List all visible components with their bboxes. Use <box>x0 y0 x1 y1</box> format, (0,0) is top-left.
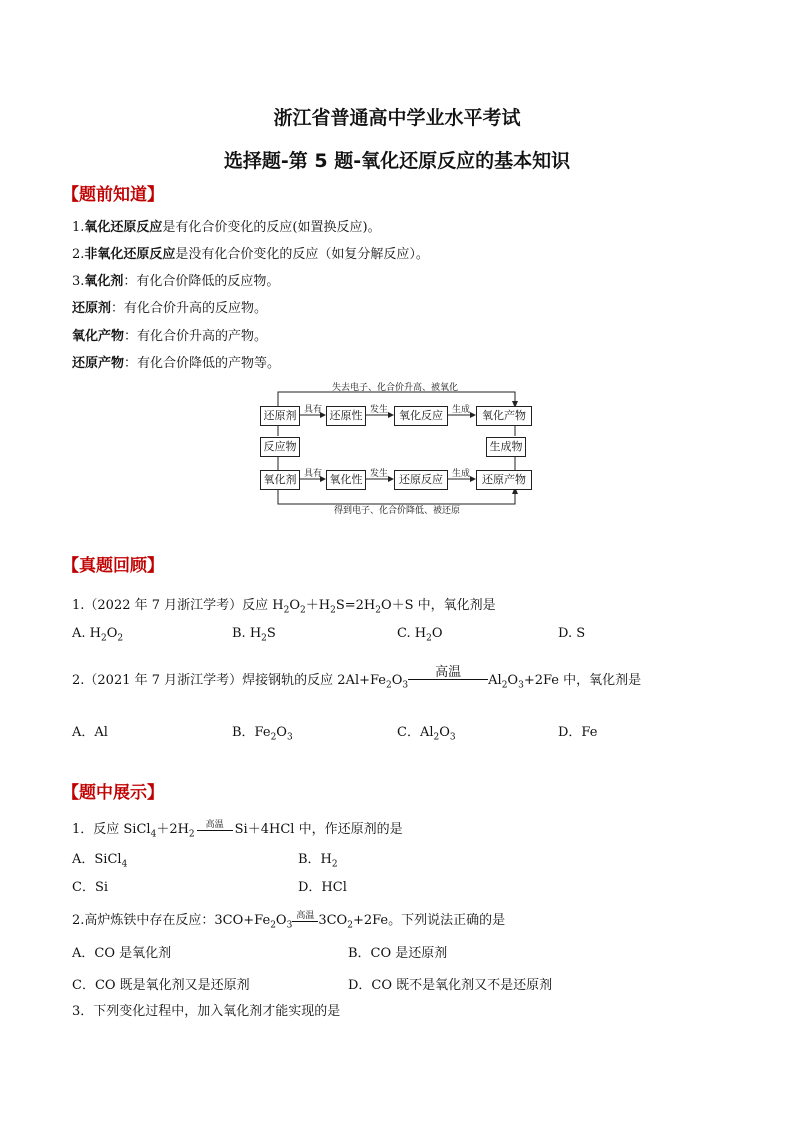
section-heading-practice: 【题中展示】 <box>62 783 164 803</box>
condition-high-temp-arrow: 高温 <box>408 666 488 680</box>
diagram-top-label: 失去电子、化合价升高、被氧化 <box>332 383 459 393</box>
box-reduction-product: 还原产物 <box>476 470 532 490</box>
practice-question-3: 3．下列变化过程中，加入氧化剂才能实现的是 <box>72 1004 341 1019</box>
review-q2-option-a[interactable]: A．Al <box>72 725 108 740</box>
line-number: 2. <box>72 247 85 262</box>
line-number: 3. <box>72 274 85 289</box>
review-q2-option-d[interactable]: D．Fe <box>558 725 598 740</box>
knowledge-line-6 <box>72 352 280 371</box>
practice-q2-option-a[interactable]: A．CO 是氧化剂 <box>72 946 172 961</box>
condition-high-temp-arrow: 高温 <box>197 821 233 831</box>
practice-question-1: 1．反应 $SiCl_4+2H_2$ 高温 Si＋4HCl 中，作还原剂的是 <box>72 820 403 840</box>
box-reactant: 反应物 <box>260 437 300 457</box>
practice-q2-option-c[interactable]: C．CO 既是氧化剂又是还原剂 <box>72 978 250 993</box>
section-heading-past-questions: 【真题回顾】 <box>62 556 164 576</box>
knowledge-line-1 <box>72 216 381 235</box>
definition: ：有化合价降低的产物等。 <box>124 356 281 371</box>
review-question-2: 2.（2021 年 7 月浙江学考）焊接钢轨的反应 $2Al+Fe_2O_3$ 高温 $Al_2O_3+2Fe$ 中，氧化剂是 <box>72 665 642 691</box>
practice-q2-option-b[interactable]: B．CO 是还原剂 <box>348 946 448 961</box>
knowledge-line-3 <box>72 270 279 289</box>
box-reductant: 还原剂 <box>260 406 300 426</box>
box-oxidizing-property: 氧化性 <box>326 470 366 490</box>
knowledge-line-5 <box>72 325 267 344</box>
box-oxidant: 氧化剂 <box>260 470 300 490</box>
definition: ：有化合价降低的反应物。 <box>123 274 280 289</box>
definition: ：有化合价升高的产物。 <box>124 329 268 344</box>
term-reduction-product: 还原产物 <box>72 356 125 371</box>
term-reductant: 还原剂 <box>72 301 112 316</box>
section-heading-prior-knowledge: 【题前知道】 <box>62 185 164 205</box>
review-q1-option-b[interactable]: B. $H_2S$ <box>232 626 276 644</box>
definition: 是没有化合价变化的反应（如复分解反应）。 <box>175 247 429 262</box>
review-question-1: 1.（2022 年 7 月浙江学考）反应 $H_2O_2+H_2S=2H_2O+S$ 中，氧化剂是 <box>72 598 496 616</box>
arrow-label-has: 具有 <box>304 469 323 479</box>
practice-q1-option-b[interactable]: B．$H_2$ <box>298 852 338 870</box>
term-non-redox: 非氧化还原反应 <box>84 247 176 262</box>
term-oxidation-product: 氧化产物 <box>72 329 125 344</box>
definition: 是有化合价变化的反应(如置换反应)。 <box>162 220 381 235</box>
box-reduction-reaction: 还原反应 <box>394 470 448 490</box>
box-oxidation-reaction: 氧化反应 <box>394 406 448 426</box>
practice-question-2: 2.高炉炼铁中存在反应：$3CO+Fe_2O_3$ 高温 $3CO_2+2Fe$。下列说法正确的是 <box>72 911 506 931</box>
page-subtitle: 选择题-第 5 题-氧化还原反应的基本知识 <box>223 150 571 172</box>
review-q1-option-d[interactable]: D. S <box>558 626 586 641</box>
arrow-label-generate: 生成 <box>452 405 471 415</box>
arrow-label-has: 具有 <box>304 405 323 415</box>
knowledge-line-2 <box>72 243 429 262</box>
review-q1-option-c[interactable]: C. $H_2O$ <box>397 626 443 644</box>
arrow-label-generate: 生成 <box>452 469 471 479</box>
practice-q1-option-a[interactable]: A．SiCl$_4$ <box>72 852 128 870</box>
box-oxidation-product: 氧化产物 <box>476 406 532 426</box>
arrow-label-undergo: 发生 <box>370 405 389 415</box>
line-number: 1. <box>72 220 85 235</box>
redox-diagram <box>258 380 534 516</box>
condition-high-temp-arrow: 高温 <box>292 912 318 922</box>
review-q2-option-b[interactable]: B．$Fe_2O_3$ <box>232 725 293 743</box>
page-title: 浙江省普通高中学业水平考试 <box>273 107 521 129</box>
practice-q1-option-c[interactable]: C．Si <box>72 880 109 895</box>
term-redox: 氧化还原反应 <box>84 220 163 235</box>
arrow-label-undergo: 发生 <box>370 469 389 479</box>
review-q1-option-a[interactable]: A. $H_2O_2$ <box>72 626 124 644</box>
term-oxidant: 氧化剂 <box>84 274 124 289</box>
diagram-bottom-label: 得到电子、化合价降低、被还原 <box>334 506 461 516</box>
definition: ：有化合价升高的反应物。 <box>111 301 268 316</box>
practice-q1-option-d[interactable]: D．HCl <box>298 880 347 895</box>
knowledge-line-4 <box>72 297 267 316</box>
box-product: 生成物 <box>486 437 526 457</box>
practice-q2-option-d[interactable]: D．CO 既不是氧化剂又不是还原剂 <box>348 978 553 993</box>
box-reducing-property: 还原性 <box>326 406 366 426</box>
review-q2-option-c[interactable]: C．$Al_2O_3$ <box>397 725 456 743</box>
